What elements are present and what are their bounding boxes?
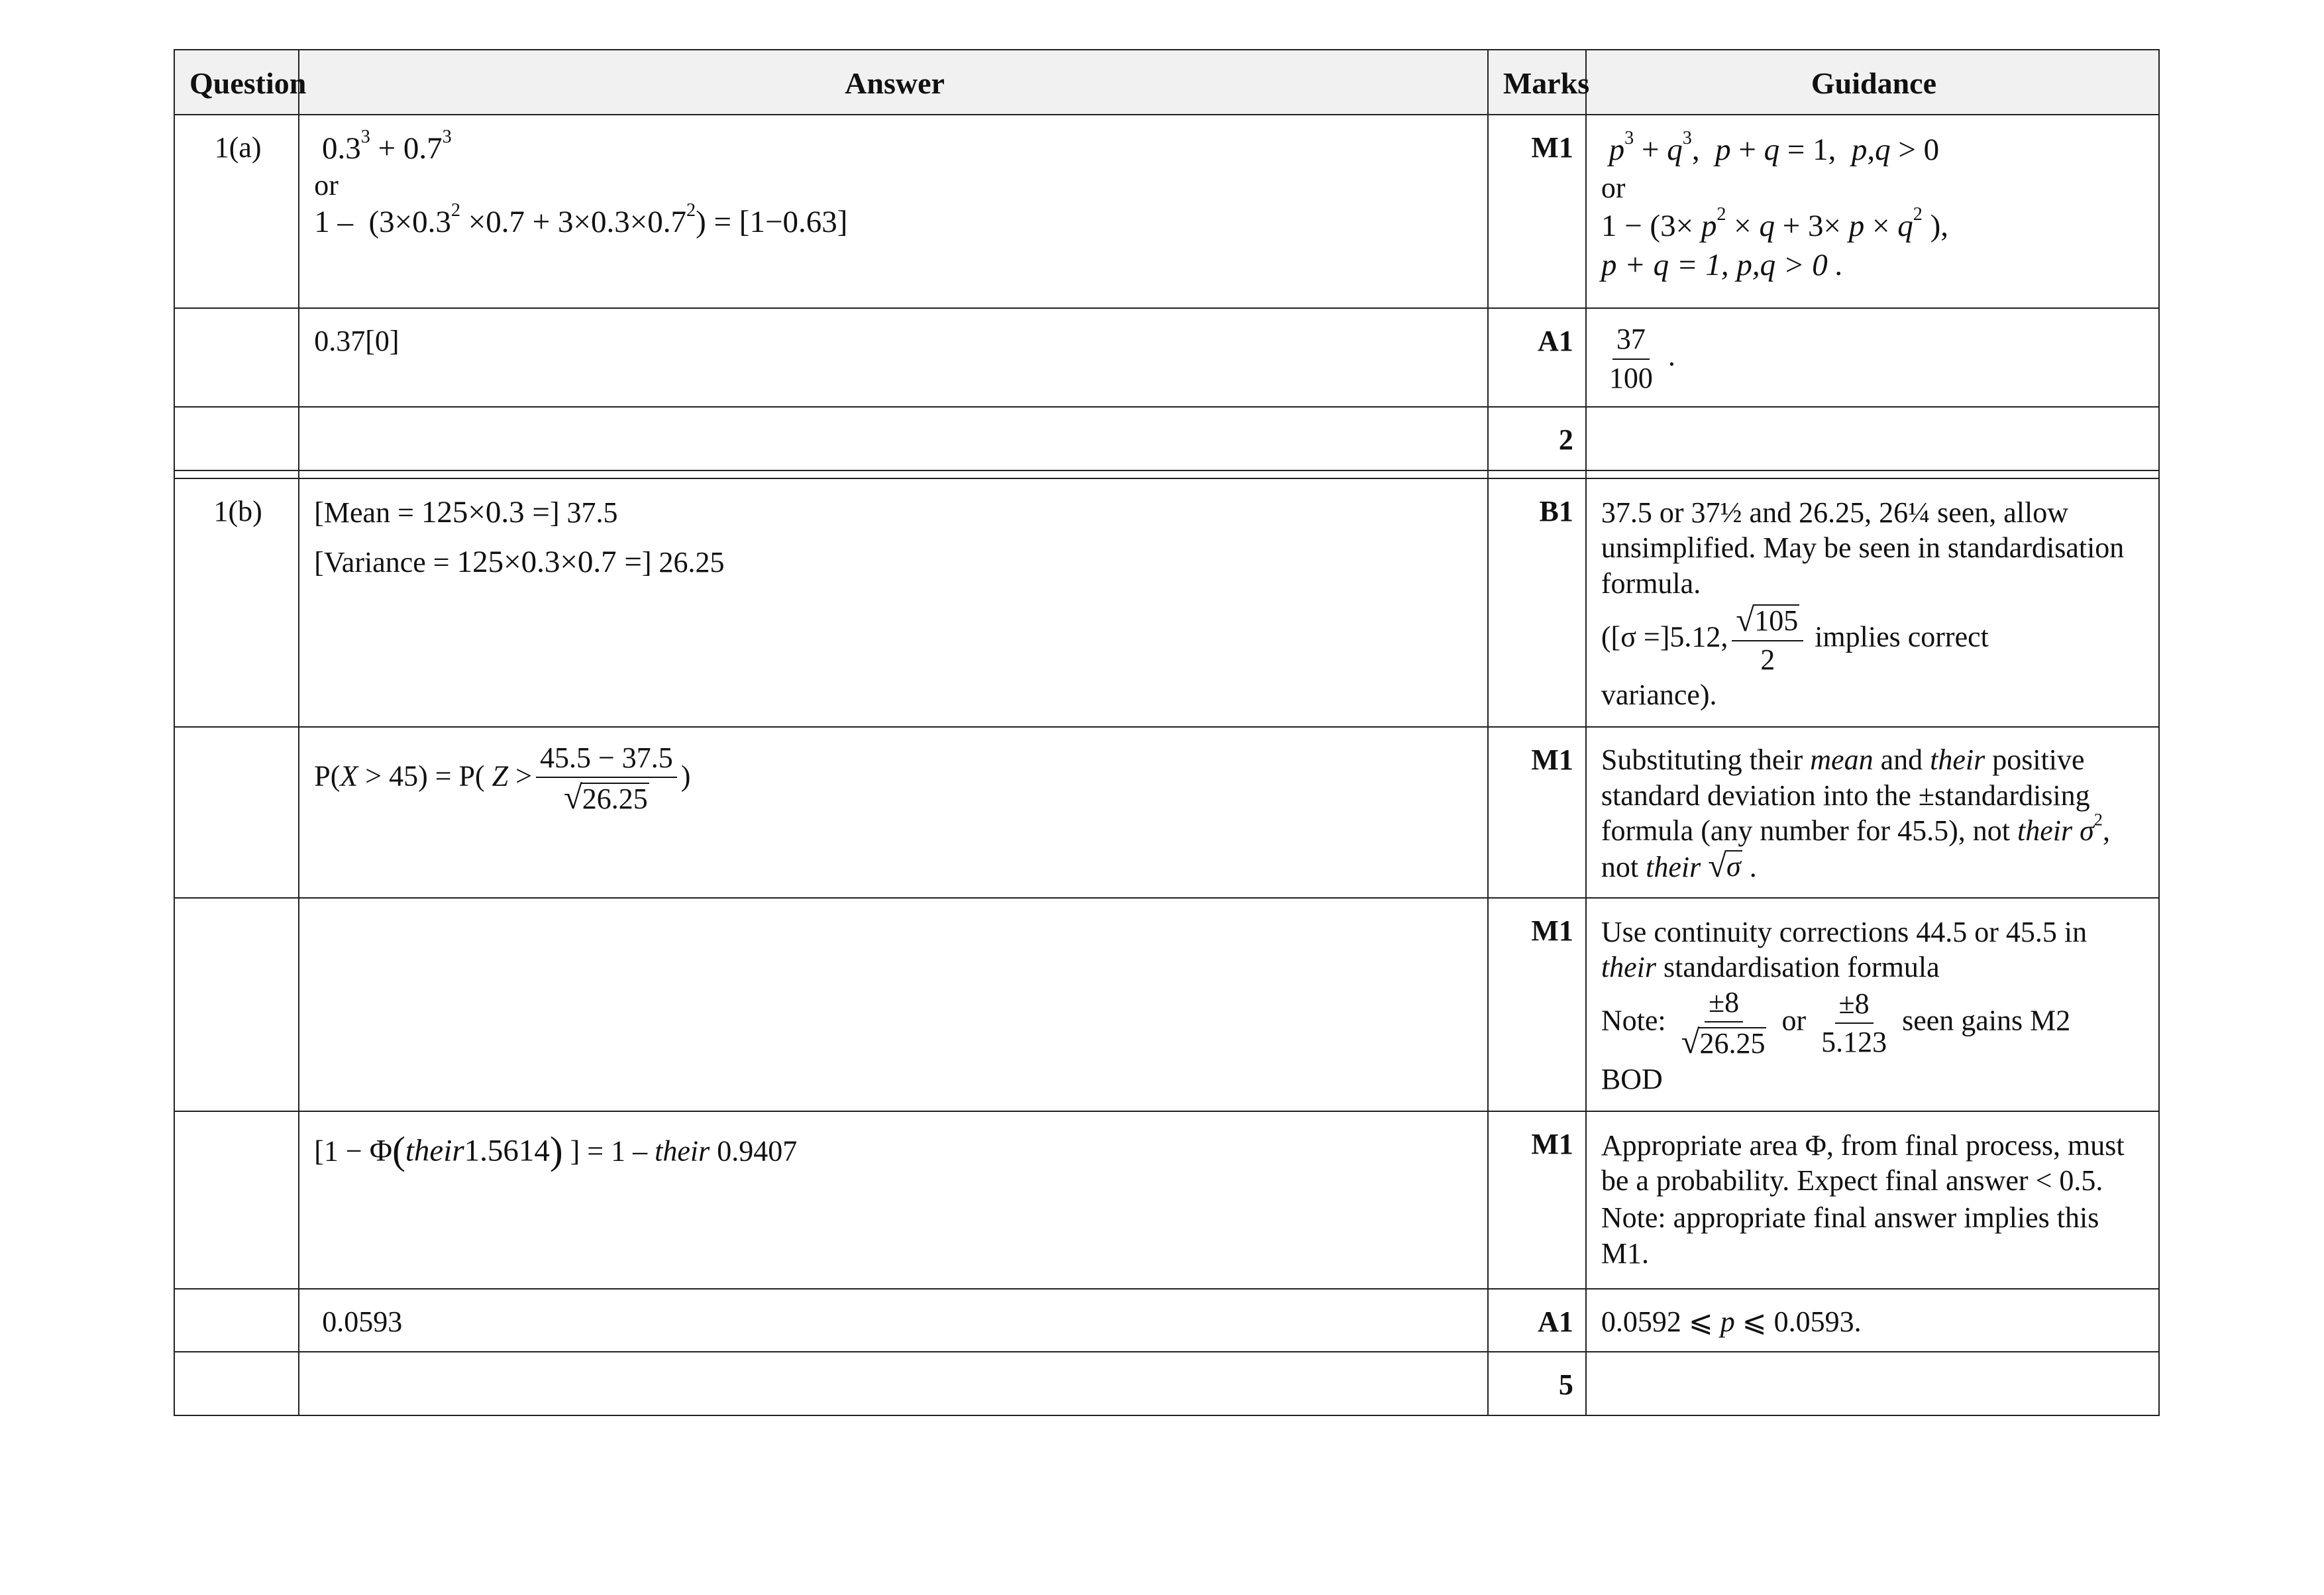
mark-cell: M1 [1488,898,1586,1111]
guidance-text: Appropriate area Φ, from final process, must be a probability. Expect final answer < 0.5. [1601,1128,2125,1197]
table-row [174,115,2159,308]
answer-mean: [Mean = 125×0.3 =] 37.5 [314,494,618,529]
header-marks: Marks [1488,50,1586,115]
guidance-text: 37.5 or 37½ and 26.25, 26¼ seen, allow unsimplified. May be seen in standardisation formula. [1601,496,2125,600]
total-marks: 5 [1488,1352,1586,1415]
table-header-row [174,50,2159,115]
answer-cell: 0.0593 [299,1289,1488,1352]
mark-scheme-table [174,49,2160,1416]
question-label-1b: 1(b) [174,478,299,727]
answer-probability: P(X > 45) = P( Z > [314,759,532,793]
answer-expression: $0.3^3 + 0.7^3$ [314,127,452,166]
table-row [174,308,2159,407]
guidance-cell [1586,478,2159,727]
header-answer: Answer [299,50,1488,115]
question-label-1a: 1(a) [174,115,299,308]
mark-cell: B1 [1488,478,1586,727]
guidance-cell [1586,898,2159,1111]
guidance-note: Note: appropriate final answer implies this M1. [1601,1201,2099,1270]
question-cell-empty [174,898,299,1111]
guidance-bod: BOD [1601,1062,1663,1095]
answer-expression-alt: $1 - (3\times 0.3^2 \times 0.7 + 3\times 0.3\times 0.7^2) = [1-0.63]$ [314,200,848,240]
guidance-cell: 0.0592 ⩽ p ⩽ 0.0593. [1586,1289,2159,1352]
guidance-cell [1586,308,2159,407]
section-separator [174,470,2159,478]
table-row [174,898,2159,1111]
guidance-cell-empty [1586,407,2159,470]
guidance-tail: . [1667,339,1675,372]
mark-cell: M1 [1488,727,1586,898]
answer-cell: P(X > 45) = P( Z > 45.5 − 37.5 √ 26.25 ) [299,727,1488,898]
guidance-fraction [1605,323,1657,394]
guidance-condition: p + q = 1, p,q > 0 . [1601,248,1844,283]
total-marks: 2 [1488,407,1586,470]
answer-or: or [314,169,339,202]
question-cell-empty [174,407,299,470]
table-row-total [174,407,2159,470]
note-fraction-1: ±8 √ 26.25 [1681,986,1766,1061]
guidance-or: or [1601,172,1626,205]
header-guidance: Guidance [1586,50,2159,115]
note-fraction-2: $\frac{\pm 8}{5.123}$ [1821,987,1887,1059]
answer-cell-empty [299,1352,1488,1415]
mark-cell: M1 [1488,115,1586,308]
guidance-expression-alt: $1 - (3\times p^2 \times q + 3\times p \times q^2$ ), [1601,204,1948,244]
answer-alt-result: [1−0.63] [739,205,848,240]
question-cell-empty [174,1352,299,1415]
guidance-fraction: √ 105 2 [1732,603,1803,677]
fraction-numerator: 37 [1612,323,1650,359]
guidance-cell [1586,1111,2159,1289]
answer-cell [299,115,1488,308]
answer-variance: [Variance = 125×0.3×0.7 =] 26.25 [314,544,725,579]
header-question: Question [174,50,299,115]
table-row-total [174,1352,2159,1415]
guidance-end: variance). [1601,679,1717,712]
mark-cell: A1 [1488,308,1586,407]
answer-cell-empty [299,407,1488,470]
answer-cell: 0.37[0] [299,308,1488,407]
mark-scheme-sheet [174,49,2160,1416]
answer-fraction: 45.5 − 37.5 √ 26.25 [536,742,677,816]
mark-cell: M1 [1488,1111,1586,1289]
answer-cell [299,478,1488,727]
table-row [174,1111,2159,1289]
table-row [174,727,2159,898]
question-cell-empty [174,727,299,898]
answer-cell: [1 − Φ(their1.5614) ] = 1 – their 0.9407 [299,1111,1488,1289]
guidance-text: Use continuity corrections 44.5 or 45.5 in their standardisation formula [1601,915,2087,984]
guidance-cell [1586,115,2159,308]
table-row [174,478,2159,727]
table-row [174,1289,2159,1352]
mark-cell: A1 [1488,1289,1586,1352]
guidance-sigma-line: ([σ =]5.12, √ 105 2 implies correct [1601,600,1989,676]
guidance-expression: $p^3 + q^3$, p + q = 1, p,q > 0 [1609,128,1940,168]
question-cell-empty [174,1111,299,1289]
question-cell-empty [174,308,299,407]
fraction-denominator: 100 [1609,361,1653,394]
answer-cell-empty [299,898,1488,1111]
guidance-note: Note: ±8 √ 26.25 or $\frac{\pm 8}{5.123}$ seen gains M2 [1601,986,2071,1061]
guidance-cell-empty [1586,1352,2159,1415]
guidance-cell: Substituting their mean and their positive standard deviation into the ±standardising formula (any number for 45.5), not their $\sigma^2$, not their √ σ . [1586,727,2159,898]
question-cell-empty [174,1289,299,1352]
